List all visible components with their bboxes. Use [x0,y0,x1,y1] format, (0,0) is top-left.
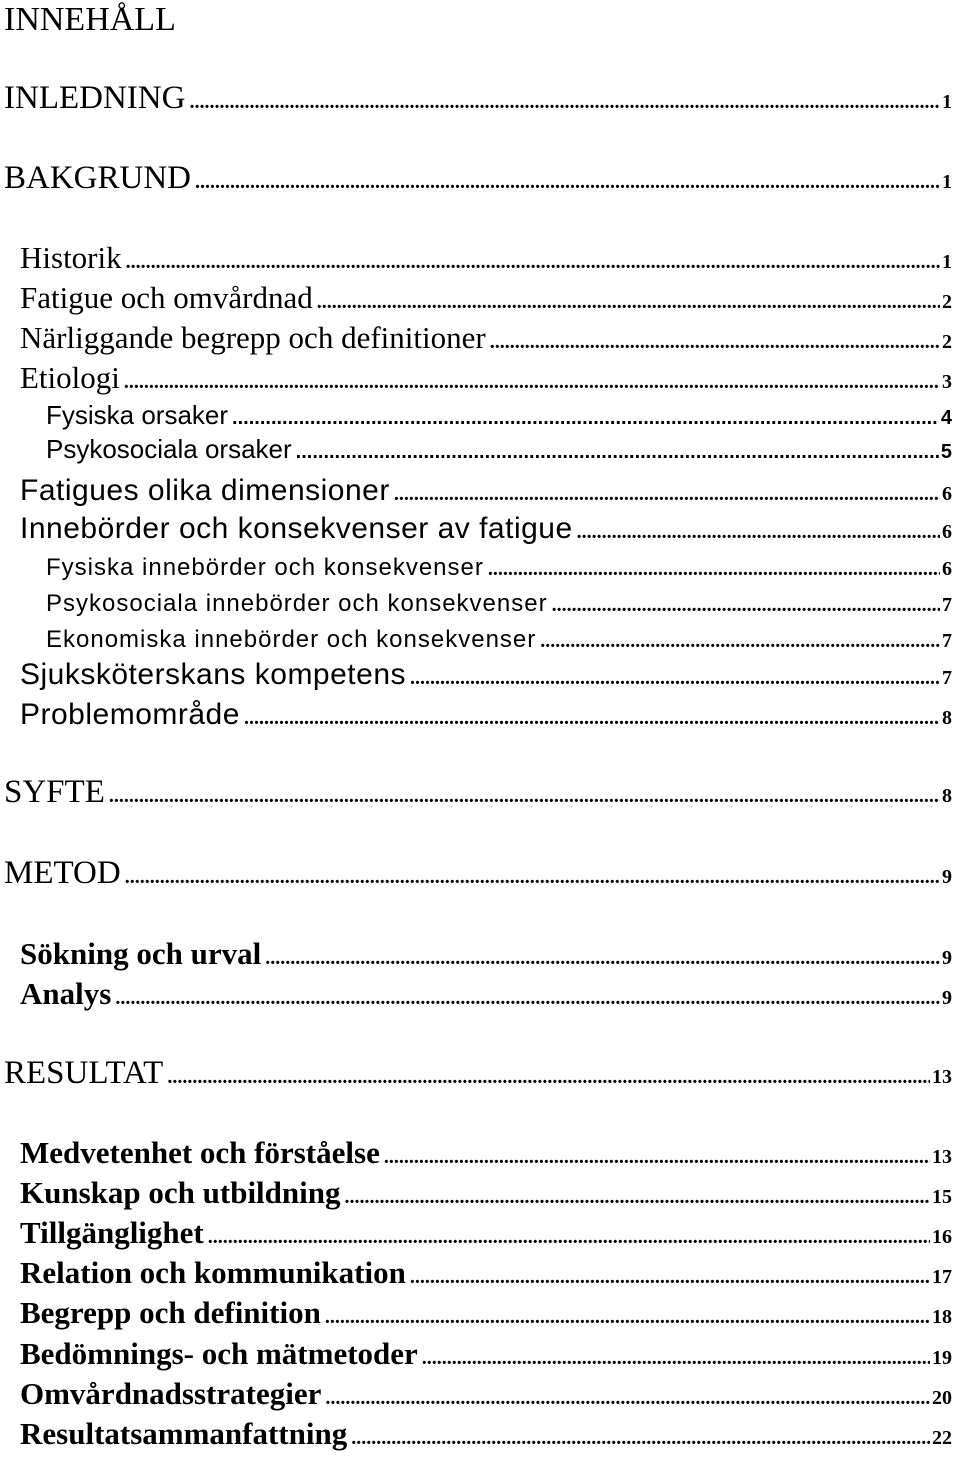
toc-entry-label: Fysiska orsaker [46,400,229,430]
toc-entry[interactable] [46,590,952,618]
toc-entry[interactable] [20,976,952,1012]
toc-entry[interactable] [4,160,952,197]
toc-entry-page: 20 [932,1387,952,1409]
dot-leader [109,785,940,808]
toc-entry[interactable] [20,1376,952,1412]
dot-leader [384,1146,930,1169]
dot-leader [317,291,940,314]
toc-entry[interactable] [20,360,952,396]
dot-leader [167,1066,930,1089]
toc-entry[interactable] [20,1135,952,1171]
dot-leader [189,91,940,114]
toc-entry[interactable] [20,698,952,732]
toc-entry-page: 8 [942,785,952,807]
toc-entry-label: SYFTE [4,774,105,810]
dot-leader [195,171,940,194]
toc-entry[interactable] [46,434,952,465]
toc-entry[interactable] [20,240,952,276]
dot-leader [577,521,940,544]
toc-entry-label: Bedömnings- och mätmetoder [20,1336,418,1371]
toc-entry-label: Ekonomiska innebörder och konsekvenser [46,626,537,653]
dot-leader [265,947,940,970]
toc-entry[interactable] [4,855,952,892]
toc-entry[interactable] [20,658,952,692]
toc-entry-label: INLEDNING [4,80,186,116]
toc-entry-label: Fysiska innebörder och konsekvenser [46,554,484,581]
dot-leader [410,1266,930,1289]
toc-entry-label: Psykosociala innebörder och konsekvenser [46,590,548,617]
toc-entry-page: 7 [942,630,952,652]
toc-entry-page: 9 [942,866,952,888]
dot-leader [345,1186,930,1209]
toc-entry[interactable] [20,936,952,972]
toc-entry-label: Resultatsammanfattning [20,1416,348,1451]
toc-entry-page: 9 [942,987,952,1009]
dot-leader [422,1347,930,1370]
toc-entry-page: 1 [942,171,952,193]
toc-entry-page: 1 [942,91,952,113]
toc-entry-page: 2 [942,331,952,353]
toc-entry[interactable] [20,280,952,316]
dot-leader [488,558,940,581]
dot-leader [244,707,940,730]
toc-title: INNEHÅLL [4,1,176,38]
toc-entry-label: Kunskap och utbildning [20,1175,341,1210]
toc-entry-label: Tillgänglighet [20,1215,204,1250]
dot-leader [115,987,940,1010]
toc-entry[interactable] [20,1215,952,1251]
toc-entry-page: 9 [942,947,952,969]
toc-entry-label: Innebörder och konsekvenser av fatigue [20,512,573,545]
dot-leader [394,483,940,506]
toc-entry-label: Psykosociala orsaker [46,434,292,464]
toc-entry-page: 6 [942,483,952,505]
toc-entry[interactable] [4,80,952,117]
dot-leader [552,594,940,617]
toc-entry-page: 1 [942,251,952,273]
dot-leader [325,1306,930,1329]
toc-entry[interactable] [20,1295,952,1331]
dot-leader [125,866,940,889]
dot-leader [126,251,940,274]
toc-entry[interactable] [20,1336,952,1372]
toc-entry-page: 8 [942,707,952,729]
toc-entry[interactable] [20,1255,952,1291]
toc-entry[interactable] [46,626,952,654]
toc-entry-page: 17 [932,1266,952,1288]
toc-entry[interactable] [20,512,952,546]
toc-entry-page: 5 [940,441,952,463]
toc-entry[interactable] [20,474,952,508]
toc-entry-label: Fatigues olika dimensioner [20,474,390,507]
toc-entry-label: Närliggande begrepp och definitioner [20,320,486,355]
toc-entry-page: 3 [942,371,952,393]
dot-leader [540,630,940,653]
toc-entry[interactable] [20,1416,952,1452]
dot-leader [410,667,940,690]
toc-entry[interactable] [4,1055,952,1092]
toc-entry[interactable] [46,400,952,431]
toc-entry-page: 16 [932,1226,952,1248]
dot-leader [232,407,939,430]
toc-entry-page: 7 [942,594,952,616]
toc-entry-label: Etiologi [20,360,120,395]
toc-entry-page: 13 [932,1146,952,1168]
toc-entry-page: 6 [942,558,952,580]
toc-entry-label: Problemområde [20,698,240,731]
toc-entry-page: 4 [940,407,952,429]
toc-entry[interactable] [20,1175,952,1211]
toc-entry-label: Sökning och urval [20,936,262,971]
toc-entry-label: Omvårdnadsstrategier [20,1376,322,1411]
toc-entry-page: 7 [942,667,952,689]
dot-leader [351,1427,930,1450]
dot-leader [124,371,940,394]
toc-entry-label: Sjuksköterskans kompetens [20,658,407,691]
dot-leader [490,331,940,354]
toc-entry-label: Analys [20,976,112,1011]
toc-entry-page: 15 [932,1186,952,1208]
toc-entry-label: Historik [20,240,122,275]
toc-entry[interactable] [4,774,952,811]
toc-entry-label: BAKGRUND [4,160,192,196]
dot-leader [208,1226,930,1249]
toc-entry-label: METOD [4,855,121,891]
toc-entry-label: RESULTAT [4,1055,164,1091]
toc-entry-page: 19 [932,1347,952,1369]
toc-entry-page: 2 [942,291,952,313]
toc-entry-page: 22 [932,1427,952,1449]
toc-entry[interactable] [20,320,952,356]
toc-entry-page: 13 [932,1066,952,1088]
toc-entry-label: Begrepp och definition [20,1295,321,1330]
dot-leader [296,441,939,464]
toc-entry-page: 18 [932,1306,952,1328]
toc-entry-page: 6 [942,521,952,543]
toc-entry[interactable] [46,554,952,582]
toc-entry-label: Relation och kommunikation [20,1255,406,1290]
dot-leader [325,1387,930,1410]
toc-entry-label: Medvetenhet och förståelse [20,1135,380,1170]
toc-entry-label: Fatigue och omvårdnad [20,280,313,315]
